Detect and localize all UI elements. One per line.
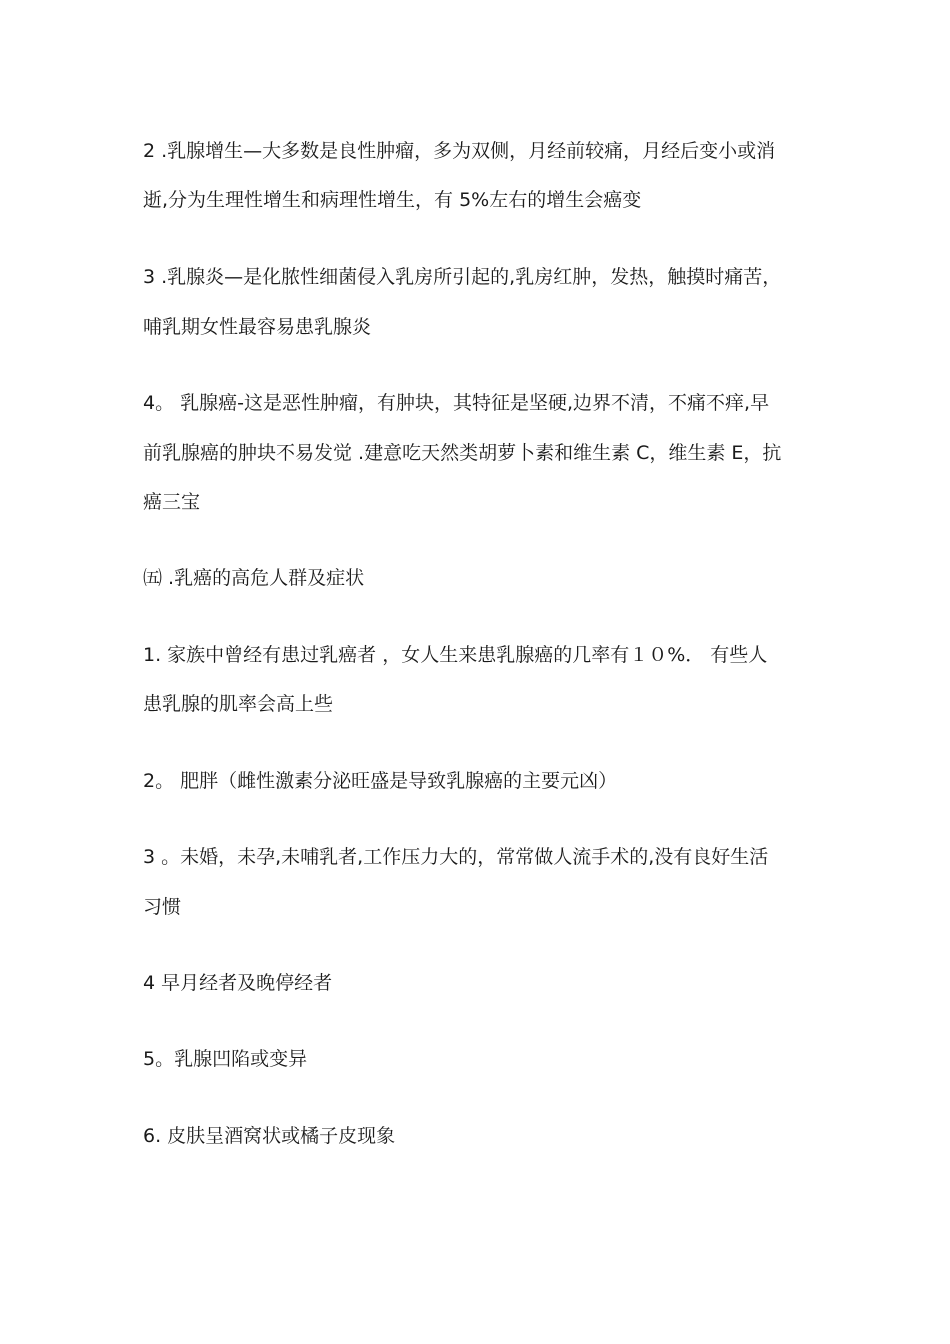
section-heading: ㈤ .乳癌的高危人群及症状 [143,567,365,589]
text-line: 5。乳腺凹陷或变异 [143,1048,308,1070]
text-line: 3 .乳腺炎—是化脓性细菌侵入乳房所引起的,乳房红肿，发热，触摸时痛苦， [143,266,782,288]
text-line: 6. 皮肤呈酒窝状或橘子皮现象 [143,1125,396,1147]
text-line: 1. 家族中曾经有患过乳癌者 ，女人生来患乳腺癌的几率有１０%． 有些人 [143,644,768,666]
text-line: 2。 肥胖（雌性激素分泌旺盛是导致乳腺癌的主要元凶） [143,770,618,792]
text-line: 哺乳期女性最容易患乳腺炎 [143,316,372,338]
text-line: 逝,分为生理性增生和病理性增生，有 5%左右的增生会癌变 [143,189,642,211]
text-line: 患乳腺的肌率会高上些 [143,693,334,715]
text-line: 2 .乳腺增生—大多数是良性肿瘤，多为双侧，月经前较痛，月经后变小或消 [143,140,776,162]
text-line: 前乳腺癌的肿块不易发觉 .建意吃天然类胡萝卜素和维生素 C，维生素 E，抗 [143,442,782,464]
text-line: 癌三宝 [143,491,201,513]
text-line: 4 早月经者及晚停经者 [143,972,333,994]
text-line: 4。 乳腺癌-这是恶性肿瘤，有肿块，其特征是坚硬,边界不清，不痛不痒,早 [143,392,770,414]
text-line: 习惯 [143,896,182,918]
text-line: 3 。未婚，未孕,未哺乳者,工作压力大的，常常做人流手术的,没有良好生活 [143,846,769,868]
